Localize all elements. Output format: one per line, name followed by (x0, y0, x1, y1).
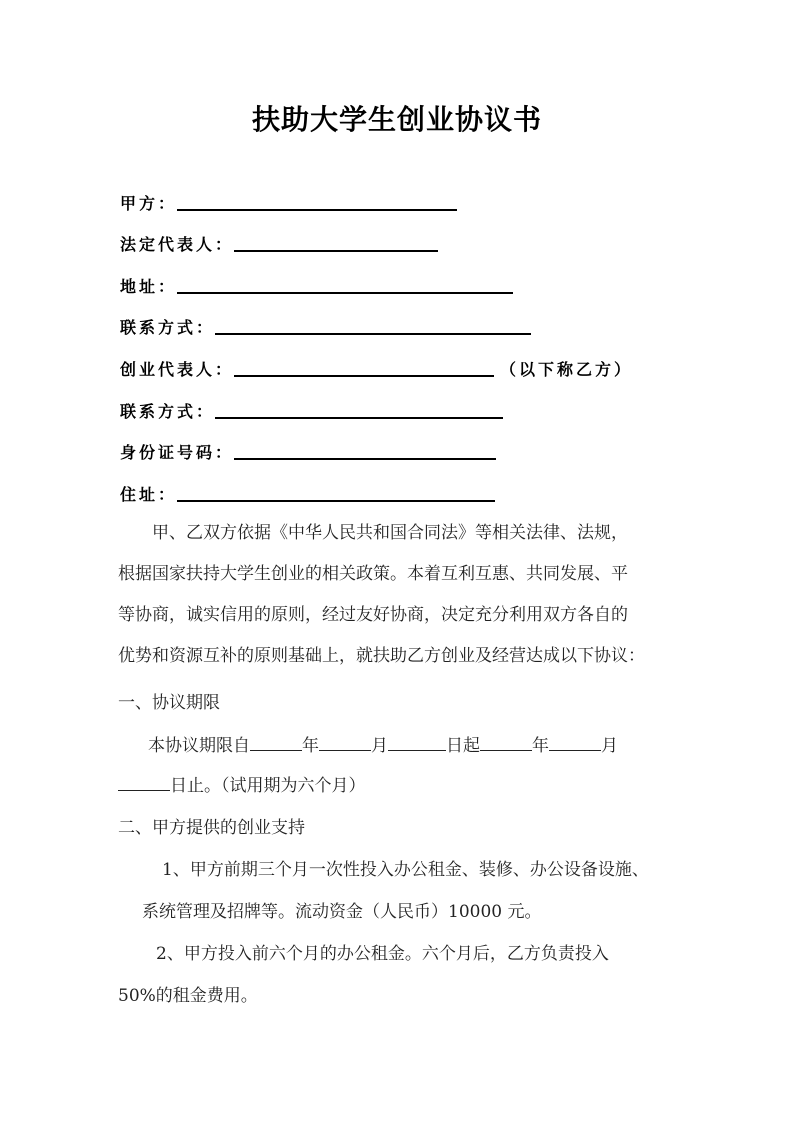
term-line-2 (118, 771, 366, 796)
year-start-blank[interactable] (250, 734, 302, 751)
fill-line[interactable] (177, 209, 457, 211)
month-start-blank[interactable] (319, 734, 371, 751)
year-label: 年 (302, 736, 319, 756)
fill-line[interactable] (215, 333, 531, 335)
month-label: 月 (601, 736, 618, 756)
fill-line[interactable] (177, 500, 495, 502)
month-end-blank[interactable] (549, 734, 601, 751)
section-1-heading: 一、协议期限 (118, 693, 220, 713)
field-label: 法定代表人： (120, 235, 235, 254)
term-line-1 (148, 731, 618, 756)
preamble-line: 甲、乙双方依据《中华人民共和国合同法》等相关法律、法规， (152, 523, 628, 543)
fill-line[interactable] (234, 375, 494, 377)
item-2-line-2: 50%的租金费用。 (118, 986, 258, 1006)
field-label: 联系方式： (120, 402, 216, 421)
field-address (120, 271, 513, 297)
field-label: 地址： (120, 277, 178, 296)
field-label: 甲方： (120, 194, 178, 213)
fill-line[interactable] (215, 417, 503, 419)
field-party-a (120, 188, 457, 214)
day-start-label: 日起 (446, 736, 480, 756)
document-title: 扶助大学生创业协议书 (251, 103, 542, 136)
field-legal-representative (120, 229, 438, 255)
preamble-paragraph (118, 513, 678, 677)
field-label: 创业代表人： (120, 360, 235, 379)
item-1-line-2: 系统管理及招牌等。流动资金（人民币）10000 元。 (142, 902, 542, 922)
year-label: 年 (532, 736, 549, 756)
field-label: 住址： (120, 485, 178, 504)
preamble-line: 等协商，诚实信用的原则，经过友好协商，决定充分利用双方各自的 (118, 605, 628, 625)
section-2-heading: 二、甲方提供的创业支持 (118, 818, 305, 838)
fill-line[interactable] (234, 250, 438, 252)
term-end-text: 日止。（试用期为六个月） (170, 776, 366, 796)
fill-line[interactable] (177, 292, 513, 294)
item-2-line-1: 2、甲方投入前六个月的办公租金。六个月后，乙方负责投入 (156, 944, 609, 964)
field-id-number (120, 437, 496, 463)
month-label: 月 (371, 736, 388, 756)
item-1-line-1: 1、甲方前期三个月一次性投入办公租金、装修、办公设备设施、 (162, 860, 649, 880)
year-end-blank[interactable] (480, 734, 532, 751)
field-startup-representative (120, 354, 633, 380)
preamble-line: 优势和资源互补的原则基础上，就扶助乙方创业及经营达成以下协议： (118, 646, 645, 666)
field-label: 身份证号码： (120, 443, 235, 462)
day-end-blank[interactable] (118, 774, 170, 791)
field-residence (120, 479, 495, 505)
field-label: 联系方式： (120, 318, 216, 337)
field-contact-a (120, 312, 531, 338)
day-start-blank[interactable] (388, 734, 446, 751)
party-b-note: （以下称乙方） (500, 360, 634, 379)
preamble-line: 根据国家扶持大学生创业的相关政策。本着互利互惠、共同发展、平 (118, 564, 628, 584)
term-prefix: 本协议期限自 (148, 736, 250, 756)
fill-line[interactable] (234, 458, 496, 460)
field-contact-b (120, 396, 503, 422)
